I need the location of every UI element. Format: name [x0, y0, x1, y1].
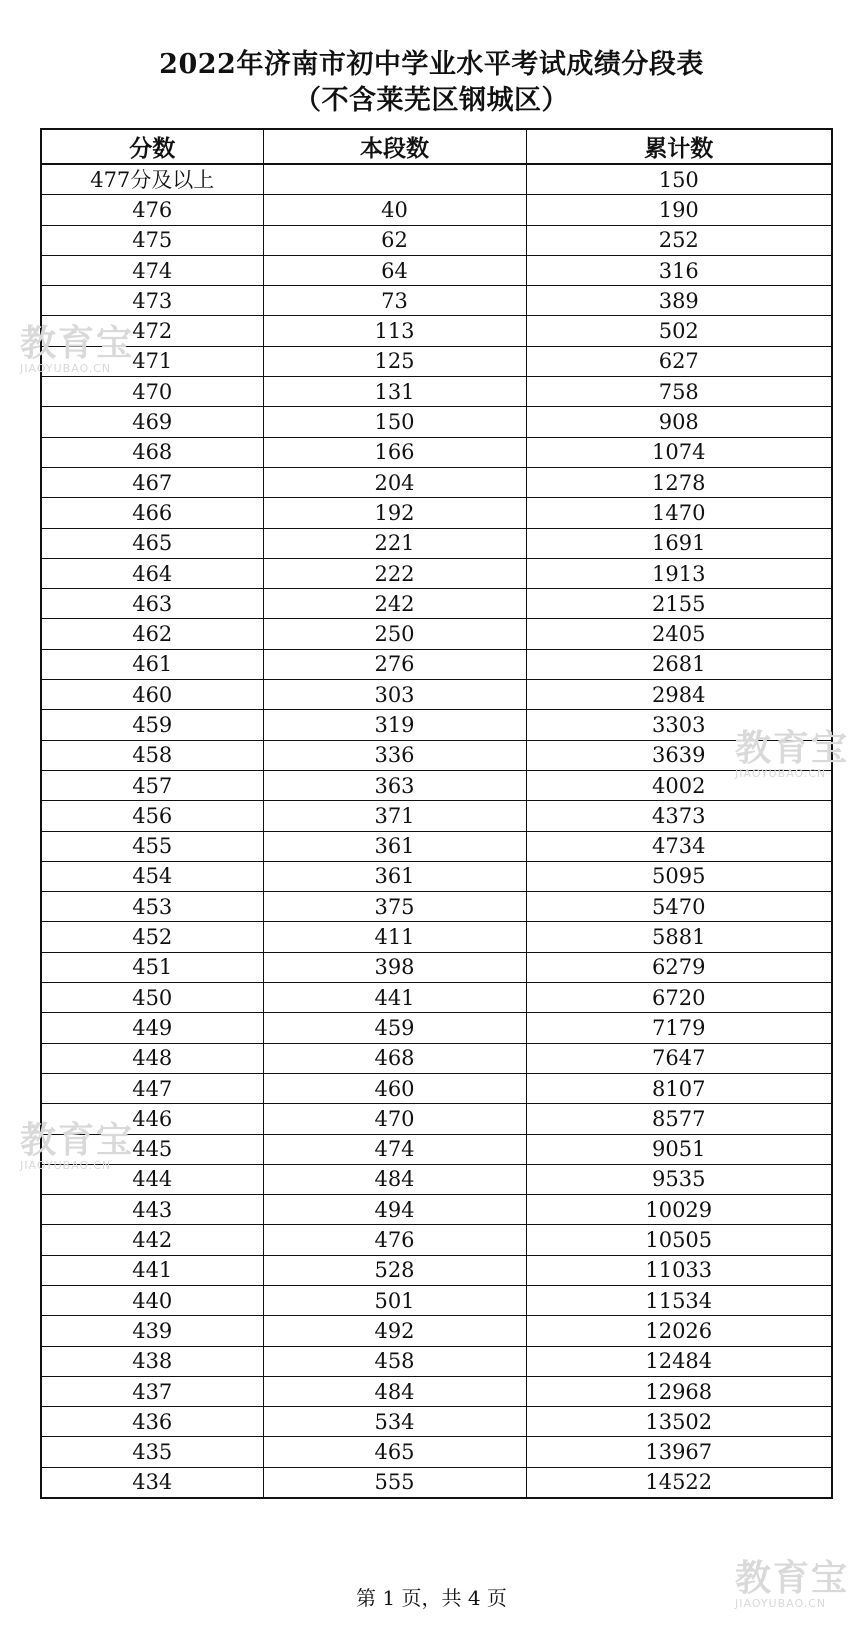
cumulative-count-cell: 14522: [526, 1467, 832, 1498]
table-row: [41, 528, 832, 558]
table-row: [41, 1195, 832, 1225]
cumulative-count-cell: 190: [526, 195, 832, 225]
score-cell: 458: [41, 740, 263, 770]
segment-count-cell: 484: [263, 1376, 526, 1406]
score-cell: 466: [41, 498, 263, 528]
score-cell: 440: [41, 1285, 263, 1315]
segment-count-cell: 131: [263, 377, 526, 407]
cumulative-count-cell: 10505: [526, 1225, 832, 1255]
segment-count-cell: 319: [263, 710, 526, 740]
segment-count-cell: 363: [263, 770, 526, 800]
table-row: [41, 831, 832, 861]
segment-count-cell: 484: [263, 1164, 526, 1194]
cumulative-count-cell: 758: [526, 377, 832, 407]
document-subtitle: （不含莱芜区钢城区）: [294, 85, 569, 116]
cumulative-count-cell: 4002: [526, 770, 832, 800]
segment-count-cell: 468: [263, 1043, 526, 1073]
score-cell: 447: [41, 1073, 263, 1103]
score-cell: 460: [41, 680, 263, 710]
cumulative-count-cell: 5095: [526, 861, 832, 891]
segment-count-cell: 40: [263, 195, 526, 225]
cumulative-count-cell: 252: [526, 225, 832, 255]
table-row: [41, 952, 832, 982]
score-cell: 470: [41, 377, 263, 407]
table-row: [41, 346, 832, 376]
score-cell: 445: [41, 1134, 263, 1164]
table-row: [41, 1437, 832, 1467]
segment-count-cell: 336: [263, 740, 526, 770]
segment-count-cell: 204: [263, 467, 526, 497]
watermark-domain: JIAOYUBAO.CN: [735, 767, 827, 780]
score-cell: 438: [41, 1346, 263, 1376]
segment-count-cell: 501: [263, 1285, 526, 1315]
cumulative-count-cell: 1913: [526, 558, 832, 588]
score-cell: 464: [41, 558, 263, 588]
table-row: [41, 1104, 832, 1134]
segment-count-cell: 371: [263, 801, 526, 831]
score-cell: 437: [41, 1376, 263, 1406]
segment-count-cell: [263, 164, 526, 195]
score-cell: 434: [41, 1467, 263, 1498]
segment-count-cell: 222: [263, 558, 526, 588]
table-row: [41, 1164, 832, 1194]
cumulative-count-cell: 4734: [526, 831, 832, 861]
segment-count-cell: 441: [263, 983, 526, 1013]
table-row: [41, 1073, 832, 1103]
score-cell: 468: [41, 437, 263, 467]
header-cumulative-count: 累计数: [526, 129, 832, 164]
segment-count-cell: 113: [263, 316, 526, 346]
score-cell: 448: [41, 1043, 263, 1073]
document-title: 2022年济南市初中学业水平考试成绩分段表: [159, 49, 704, 80]
watermark-domain: JIAOYUBAO.CN: [20, 1159, 112, 1172]
table-row: [41, 1376, 832, 1406]
segment-count-cell: 492: [263, 1316, 526, 1346]
score-cell: 443: [41, 1195, 263, 1225]
score-cell: 450: [41, 983, 263, 1013]
table-row: [41, 377, 832, 407]
cumulative-count-cell: 12026: [526, 1316, 832, 1346]
score-cell: 459: [41, 710, 263, 740]
table-row: [41, 983, 832, 1013]
score-cell: 453: [41, 892, 263, 922]
segment-count-cell: 411: [263, 922, 526, 952]
score-cell: 467: [41, 467, 263, 497]
table-row: [41, 1467, 832, 1498]
score-cell: 465: [41, 528, 263, 558]
cumulative-count-cell: 5881: [526, 922, 832, 952]
table-row: [41, 195, 832, 225]
score-cell: 471: [41, 346, 263, 376]
segment-count-cell: 73: [263, 286, 526, 316]
table-row: [41, 498, 832, 528]
cumulative-count-cell: 8577: [526, 1104, 832, 1134]
segment-count-cell: 303: [263, 680, 526, 710]
table-row: [41, 225, 832, 255]
segment-count-cell: 375: [263, 892, 526, 922]
score-cell: 469: [41, 407, 263, 437]
cumulative-count-cell: 7647: [526, 1043, 832, 1073]
cumulative-count-cell: 9535: [526, 1164, 832, 1194]
table-row: [41, 710, 832, 740]
segment-count-cell: 555: [263, 1467, 526, 1498]
score-cell: 476: [41, 195, 263, 225]
segment-count-cell: 494: [263, 1195, 526, 1225]
table-row: [41, 1316, 832, 1346]
cumulative-count-cell: 1470: [526, 498, 832, 528]
cumulative-count-cell: 13502: [526, 1407, 832, 1437]
header-score: 分数: [41, 129, 263, 164]
score-cell: 475: [41, 225, 263, 255]
score-cell: 442: [41, 1225, 263, 1255]
table-row: [41, 680, 832, 710]
cumulative-count-cell: 11033: [526, 1255, 832, 1285]
segment-count-cell: 470: [263, 1104, 526, 1134]
table-row: [41, 801, 832, 831]
segment-count-cell: 166: [263, 437, 526, 467]
score-cell: 474: [41, 255, 263, 285]
score-distribution-table: [40, 128, 833, 1499]
cumulative-count-cell: 150: [526, 164, 832, 195]
score-cell: 441: [41, 1255, 263, 1285]
segment-count-cell: 459: [263, 1013, 526, 1043]
segment-count-cell: 460: [263, 1073, 526, 1103]
cumulative-count-cell: 1278: [526, 467, 832, 497]
score-cell: 446: [41, 1104, 263, 1134]
segment-count-cell: 361: [263, 861, 526, 891]
cumulative-count-cell: 3303: [526, 710, 832, 740]
segment-count-cell: 250: [263, 619, 526, 649]
segment-count-cell: 221: [263, 528, 526, 558]
score-cell: 462: [41, 619, 263, 649]
cumulative-count-cell: 8107: [526, 1073, 832, 1103]
score-cell: 452: [41, 922, 263, 952]
cumulative-count-cell: 6279: [526, 952, 832, 982]
table-row: [41, 1285, 832, 1315]
watermark-brand: 教育宝: [20, 323, 135, 364]
segment-count-cell: 192: [263, 498, 526, 528]
cumulative-count-cell: 908: [526, 407, 832, 437]
table-row: [41, 164, 832, 195]
score-cell: 463: [41, 589, 263, 619]
table-row: [41, 255, 832, 285]
cumulative-count-cell: 2681: [526, 649, 832, 679]
watermark-brand: 教育宝: [20, 1120, 135, 1161]
table-row: [41, 558, 832, 588]
segment-count-cell: 398: [263, 952, 526, 982]
cumulative-count-cell: 627: [526, 346, 832, 376]
cumulative-count-cell: 7179: [526, 1013, 832, 1043]
segment-count-cell: 64: [263, 255, 526, 285]
table-row: [41, 740, 832, 770]
table-row: [41, 1043, 832, 1073]
table-row: [41, 1225, 832, 1255]
segment-count-cell: 465: [263, 1437, 526, 1467]
table-row: [41, 316, 832, 346]
watermark-brand: 教育宝: [735, 1558, 850, 1599]
score-cell: 461: [41, 649, 263, 679]
segment-count-cell: 276: [263, 649, 526, 679]
score-cell: 439: [41, 1316, 263, 1346]
segment-count-cell: 534: [263, 1407, 526, 1437]
cumulative-count-cell: 1074: [526, 437, 832, 467]
watermark-domain: JIAOYUBAO.CN: [20, 362, 112, 375]
table-row: [41, 407, 832, 437]
cumulative-count-cell: 12484: [526, 1346, 832, 1376]
cumulative-count-cell: 10029: [526, 1195, 832, 1225]
score-cell: 455: [41, 831, 263, 861]
segment-count-cell: 474: [263, 1134, 526, 1164]
table-body: [41, 164, 832, 1498]
header-segment-count: 本段数: [263, 129, 526, 164]
cumulative-count-cell: 13967: [526, 1437, 832, 1467]
table-row: [41, 1134, 832, 1164]
table-row: [41, 892, 832, 922]
table-row: [41, 770, 832, 800]
cumulative-count-cell: 3639: [526, 740, 832, 770]
cumulative-count-cell: 5470: [526, 892, 832, 922]
cumulative-count-cell: 1691: [526, 528, 832, 558]
table-row: [41, 649, 832, 679]
segment-count-cell: 150: [263, 407, 526, 437]
score-cell: 451: [41, 952, 263, 982]
cumulative-count-cell: 6720: [526, 983, 832, 1013]
score-cell: 449: [41, 1013, 263, 1043]
table-header-row: [41, 129, 832, 164]
table-row: [41, 286, 832, 316]
watermark-brand: 教育宝: [735, 728, 850, 769]
cumulative-count-cell: 11534: [526, 1285, 832, 1315]
score-cell: 435: [41, 1437, 263, 1467]
segment-count-cell: 361: [263, 831, 526, 861]
segment-count-cell: 62: [263, 225, 526, 255]
table-row: [41, 861, 832, 891]
score-cell: 457: [41, 770, 263, 800]
score-cell: 472: [41, 316, 263, 346]
score-cell: 436: [41, 1407, 263, 1437]
table-row: [41, 1346, 832, 1376]
cumulative-count-cell: 2405: [526, 619, 832, 649]
table-row: [41, 1013, 832, 1043]
table-row: [41, 1407, 832, 1437]
table-row: [41, 589, 832, 619]
score-cell: 477分及以上: [41, 164, 263, 195]
score-cell: 473: [41, 286, 263, 316]
cumulative-count-cell: 389: [526, 286, 832, 316]
score-cell: 456: [41, 801, 263, 831]
table-row: [41, 437, 832, 467]
cumulative-count-cell: 316: [526, 255, 832, 285]
segment-count-cell: 528: [263, 1255, 526, 1285]
segment-count-cell: 242: [263, 589, 526, 619]
cumulative-count-cell: 12968: [526, 1376, 832, 1406]
segment-count-cell: 125: [263, 346, 526, 376]
watermark-domain: JIAOYUBAO.CN: [735, 1597, 827, 1610]
cumulative-count-cell: 9051: [526, 1134, 832, 1164]
table-row: [41, 1255, 832, 1285]
table-row: [41, 922, 832, 952]
table-row: [41, 467, 832, 497]
cumulative-count-cell: 502: [526, 316, 832, 346]
segment-count-cell: 476: [263, 1225, 526, 1255]
score-cell: 454: [41, 861, 263, 891]
segment-count-cell: 458: [263, 1346, 526, 1376]
cumulative-count-cell: 2155: [526, 589, 832, 619]
score-cell: 444: [41, 1164, 263, 1194]
cumulative-count-cell: 4373: [526, 801, 832, 831]
cumulative-count-cell: 2984: [526, 680, 832, 710]
page-number: 第 1 页，共 4 页: [356, 1586, 507, 1610]
table-row: [41, 619, 832, 649]
